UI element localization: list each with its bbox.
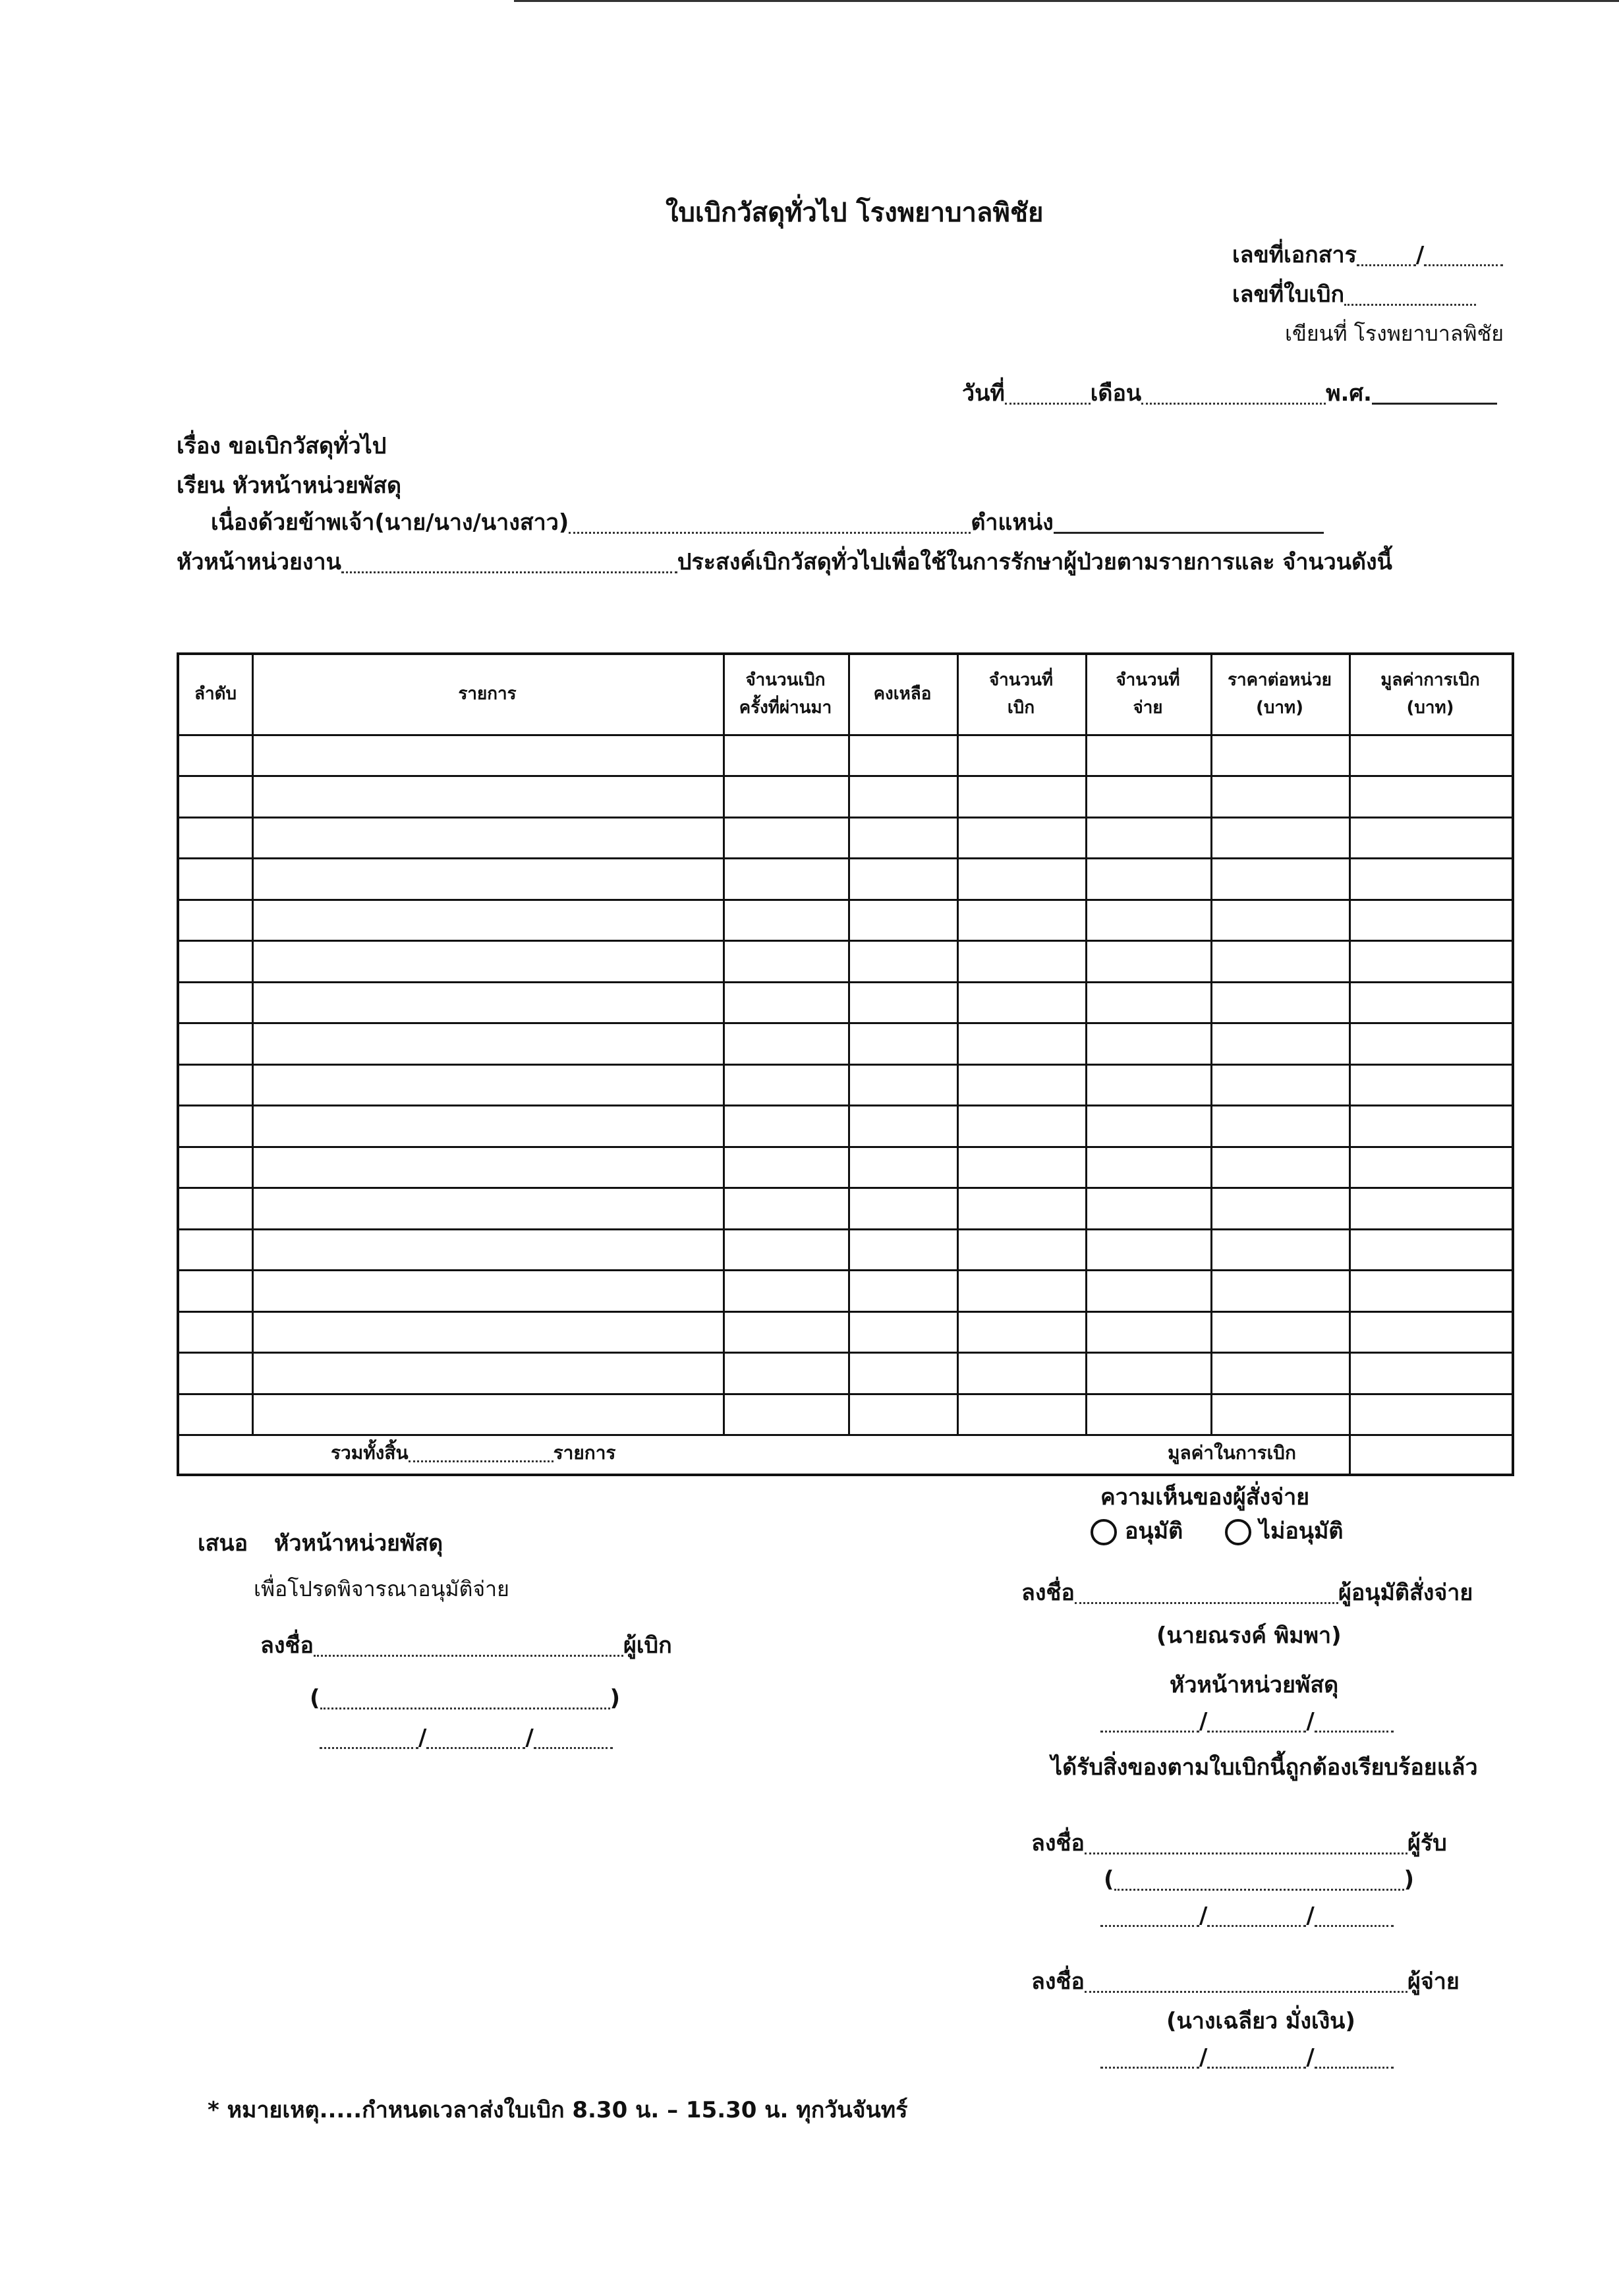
dept-blank[interactable] (341, 568, 677, 573)
req-no-label: เลขที่ใบเบิก (1232, 281, 1345, 308)
payer-date-day[interactable] (1100, 2063, 1199, 2069)
requester-role: ผู้เบิก (623, 1632, 672, 1659)
header-value (1349, 655, 1512, 734)
table-row[interactable] (179, 1146, 1512, 1148)
receiver-sign-label: ลงชื่อ (1031, 1830, 1085, 1856)
receiver-printed-name-blank[interactable] (1114, 1885, 1404, 1891)
date-year-blank[interactable] (1372, 399, 1497, 405)
payer-name: (นางเฉลียว มั่งเงิน) (1166, 2008, 1355, 2034)
approver-date-slash-1: / (1199, 1708, 1208, 1735)
approver-date-day[interactable] (1100, 1727, 1199, 1733)
purpose-text: ประสงค์เบิกวัสดุทั่วไปเพื่อใช้ในการรักษาผู้ป่วยตามรายการและ จำนวนดังนี้ (677, 549, 1392, 575)
receiver-sign-blank[interactable] (1085, 1849, 1407, 1854)
position-label: ตำแหน่ง (971, 509, 1054, 536)
table-row[interactable] (179, 1311, 1512, 1313)
table-row[interactable] (179, 1187, 1512, 1189)
payer-date-slash-1: / (1199, 2044, 1208, 2071)
table-row[interactable] (179, 857, 1512, 859)
receiver-date-year[interactable] (1315, 1922, 1394, 1927)
header-value-l2: (บาท) (1406, 698, 1454, 718)
table-col-divider (723, 655, 725, 1434)
doc-no-slash: / (1415, 242, 1425, 268)
table-row[interactable] (179, 940, 1512, 942)
footer-total (331, 1444, 615, 1462)
header-remaining (848, 655, 957, 734)
footnote: * หมายเหตุ.....กำหนดเวลาส่งใบเบิก 8.30 น. – 15.30 น. ทุกวันจันทร์ (208, 2097, 908, 2123)
receiver-open-paren: ( (1104, 1866, 1114, 1893)
table-row[interactable] (179, 1064, 1512, 1066)
payer-date (1100, 2046, 1394, 2069)
propose-purpose: เพื่อโปรดพิจารณาอนุมัติจ่าย (254, 1576, 509, 1601)
requester-name-blank[interactable] (569, 529, 971, 534)
form-title: ใบเบิกวัสดุทั่วไป โรงพยาบาลพิชัย (666, 198, 1044, 228)
header-req-qty-l2: เบิก (1007, 698, 1035, 718)
header-seq (179, 655, 252, 734)
date-day-label: วันที่ (962, 380, 1005, 407)
dept-head-label: หัวหน้าหน่วยงาน (177, 549, 341, 575)
table-col-divider (1210, 655, 1212, 1434)
propose-line (198, 1532, 443, 1555)
position-blank[interactable] (1054, 529, 1324, 534)
receiver-date-slash-2: / (1306, 1903, 1315, 1929)
date-field (962, 382, 1497, 405)
doc-no-blank-2[interactable] (1424, 261, 1503, 266)
footer-value: มูลค่าในการเบิก (1168, 1442, 1296, 1464)
requester-label: เนื่องด้วยข้าพเจ้า(นาย/นาง/นางสาว) (211, 509, 569, 536)
header-item-l1: รายการ (458, 684, 517, 704)
payer-role: ผู้จ่าย (1407, 1968, 1460, 1995)
header-value-l1: มูลค่าการเบิก (1380, 670, 1480, 691)
approve-label: อนุมัติ (1125, 1518, 1183, 1545)
receiver-date-month[interactable] (1207, 1922, 1306, 1927)
doc-no-label: เลขที่เอกสาร (1232, 242, 1357, 268)
table-row[interactable] (179, 899, 1512, 901)
table-row[interactable] (179, 1022, 1512, 1024)
requester-close-paren: ) (610, 1685, 621, 1711)
header-unit-price-l1: ราคาต่อหน่วย (1228, 670, 1332, 691)
table-header-divider (179, 734, 1512, 736)
requester-date-year[interactable] (534, 1744, 613, 1749)
table-row[interactable] (179, 1105, 1512, 1106)
propose-label: เสนอ (198, 1530, 248, 1557)
table-row[interactable] (179, 775, 1512, 777)
table-col-divider (1085, 655, 1087, 1434)
table-footer-row (179, 1434, 1512, 1474)
table-row[interactable] (179, 817, 1512, 818)
opinion-options (1091, 1519, 1344, 1545)
requester-sign (260, 1634, 672, 1657)
requester-name-paren (310, 1687, 620, 1709)
approve-radio[interactable] (1091, 1519, 1117, 1545)
approver-sign-blank[interactable] (1075, 1599, 1338, 1604)
approver-date-month[interactable] (1207, 1727, 1306, 1733)
requester-sign-label: ลงชื่อ (260, 1632, 314, 1659)
requester-date (320, 1727, 613, 1749)
table-col-divider (848, 655, 850, 1434)
reject-label: ไม่อนุมัติ (1259, 1518, 1344, 1545)
approver-sign (1021, 1582, 1473, 1604)
header-unit-price-l2: (บาท) (1255, 698, 1303, 718)
approver-role: ผู้อนุมัติสั่งจ่าย (1338, 1580, 1473, 1606)
receiver-close-paren: ) (1404, 1866, 1415, 1893)
header-paid-qty-l1: จำนวนที่ (1116, 670, 1180, 691)
receiver-date-day[interactable] (1100, 1922, 1199, 1927)
requester-sign-blank[interactable] (314, 1651, 623, 1657)
approver-date-slash-2: / (1306, 1708, 1315, 1735)
table-row[interactable] (179, 1393, 1512, 1395)
footer-total-label: รวมทั้งสิ้น (331, 1442, 409, 1464)
doc-no-field (1232, 244, 1503, 266)
table-row[interactable] (179, 1352, 1512, 1354)
header-paid-qty-l2: จ่าย (1133, 698, 1163, 718)
header-item (252, 655, 723, 734)
payer-date-year[interactable] (1315, 2063, 1394, 2069)
received-text: ได้รับสิ่งของตามใบเบิกนี้ถูกต้องเรียบร้อยแล้ว (1051, 1754, 1478, 1781)
date-year-label: พ.ศ. (1326, 380, 1372, 407)
requester-date-day[interactable] (320, 1744, 418, 1749)
req-no-blank[interactable] (1344, 301, 1476, 306)
table-row[interactable] (179, 981, 1512, 983)
subject-line: เรื่อง ขอเบิกวัสดุทั่วไป (177, 433, 387, 459)
header-req-qty-l1: จำนวนที่ (988, 670, 1054, 691)
receiver-date (1100, 1905, 1394, 1927)
header-prev-qty-l2: ครั้งที่ผ่านมา (739, 698, 832, 718)
date-month-label: เดือน (1090, 380, 1142, 407)
receiver-role: ผู้รับ (1407, 1830, 1447, 1856)
top-edge-line (514, 0, 1619, 2)
items-table (177, 652, 1514, 1476)
header-req-qty (957, 655, 1085, 734)
approver-sign-label: ลงชื่อ (1021, 1580, 1075, 1606)
propose-to: หัวหน้าหน่วยพัสดุ (274, 1530, 443, 1557)
req-no-field (1232, 283, 1476, 306)
header-remaining-l1: คงเหลือ (873, 684, 932, 704)
requester-date-month[interactable] (426, 1744, 525, 1749)
opinion-title: ความเห็นของผู้สั่งจ่าย (1100, 1484, 1310, 1510)
approver-date (1100, 1710, 1394, 1733)
payer-sign-blank[interactable] (1085, 1988, 1407, 1993)
payer-date-slash-2: / (1306, 2044, 1315, 2071)
reject-radio[interactable] (1225, 1519, 1251, 1545)
requester-date-slash-2: / (525, 1725, 534, 1751)
payer-sign-label: ลงชื่อ (1031, 1968, 1085, 1995)
requester-printed-name-blank[interactable] (320, 1704, 610, 1709)
receiver-date-slash-1: / (1199, 1903, 1208, 1929)
table-col-divider (252, 655, 254, 1434)
doc-no-blank-1[interactable] (1357, 261, 1416, 266)
table-col-divider (957, 655, 959, 1434)
footer-divider (1349, 1436, 1351, 1476)
table-col-divider (1349, 655, 1351, 1434)
receiver-name-paren (1104, 1868, 1414, 1891)
requester-open-paren: ( (310, 1685, 320, 1711)
table-row[interactable] (179, 1269, 1512, 1271)
header-paid-qty (1085, 655, 1210, 734)
requester-date-slash-1: / (418, 1725, 427, 1751)
payer-sign (1031, 1970, 1460, 1993)
receiver-sign (1031, 1832, 1447, 1854)
footer-total-blank[interactable] (409, 1457, 554, 1462)
payer-date-month[interactable] (1207, 2063, 1306, 2069)
approver-date-year[interactable] (1315, 1727, 1394, 1733)
approver-title: หัวหน้าหน่วยพัสดุ (1170, 1672, 1339, 1698)
footer-items-label: รายการ (553, 1442, 616, 1464)
date-day-blank[interactable] (1005, 399, 1091, 405)
written-at: เขียนที่ โรงพยาบาลพิชัย (1285, 321, 1504, 346)
date-month-blank[interactable] (1141, 399, 1326, 405)
header-seq-l1: ลำดับ (194, 684, 237, 704)
approver-name: (นายณรงค์ พิมพา) (1156, 1622, 1342, 1649)
header-prev-qty-l1: จำนวนเบิก (745, 670, 826, 691)
requester-line (211, 511, 1324, 534)
table-row[interactable] (179, 1228, 1512, 1230)
header-unit-price (1210, 655, 1349, 734)
dept-line (177, 551, 1392, 573)
to-line: เรียน หัวหน้าหน่วยพัสดุ (177, 473, 402, 499)
header-prev-qty (723, 655, 848, 734)
